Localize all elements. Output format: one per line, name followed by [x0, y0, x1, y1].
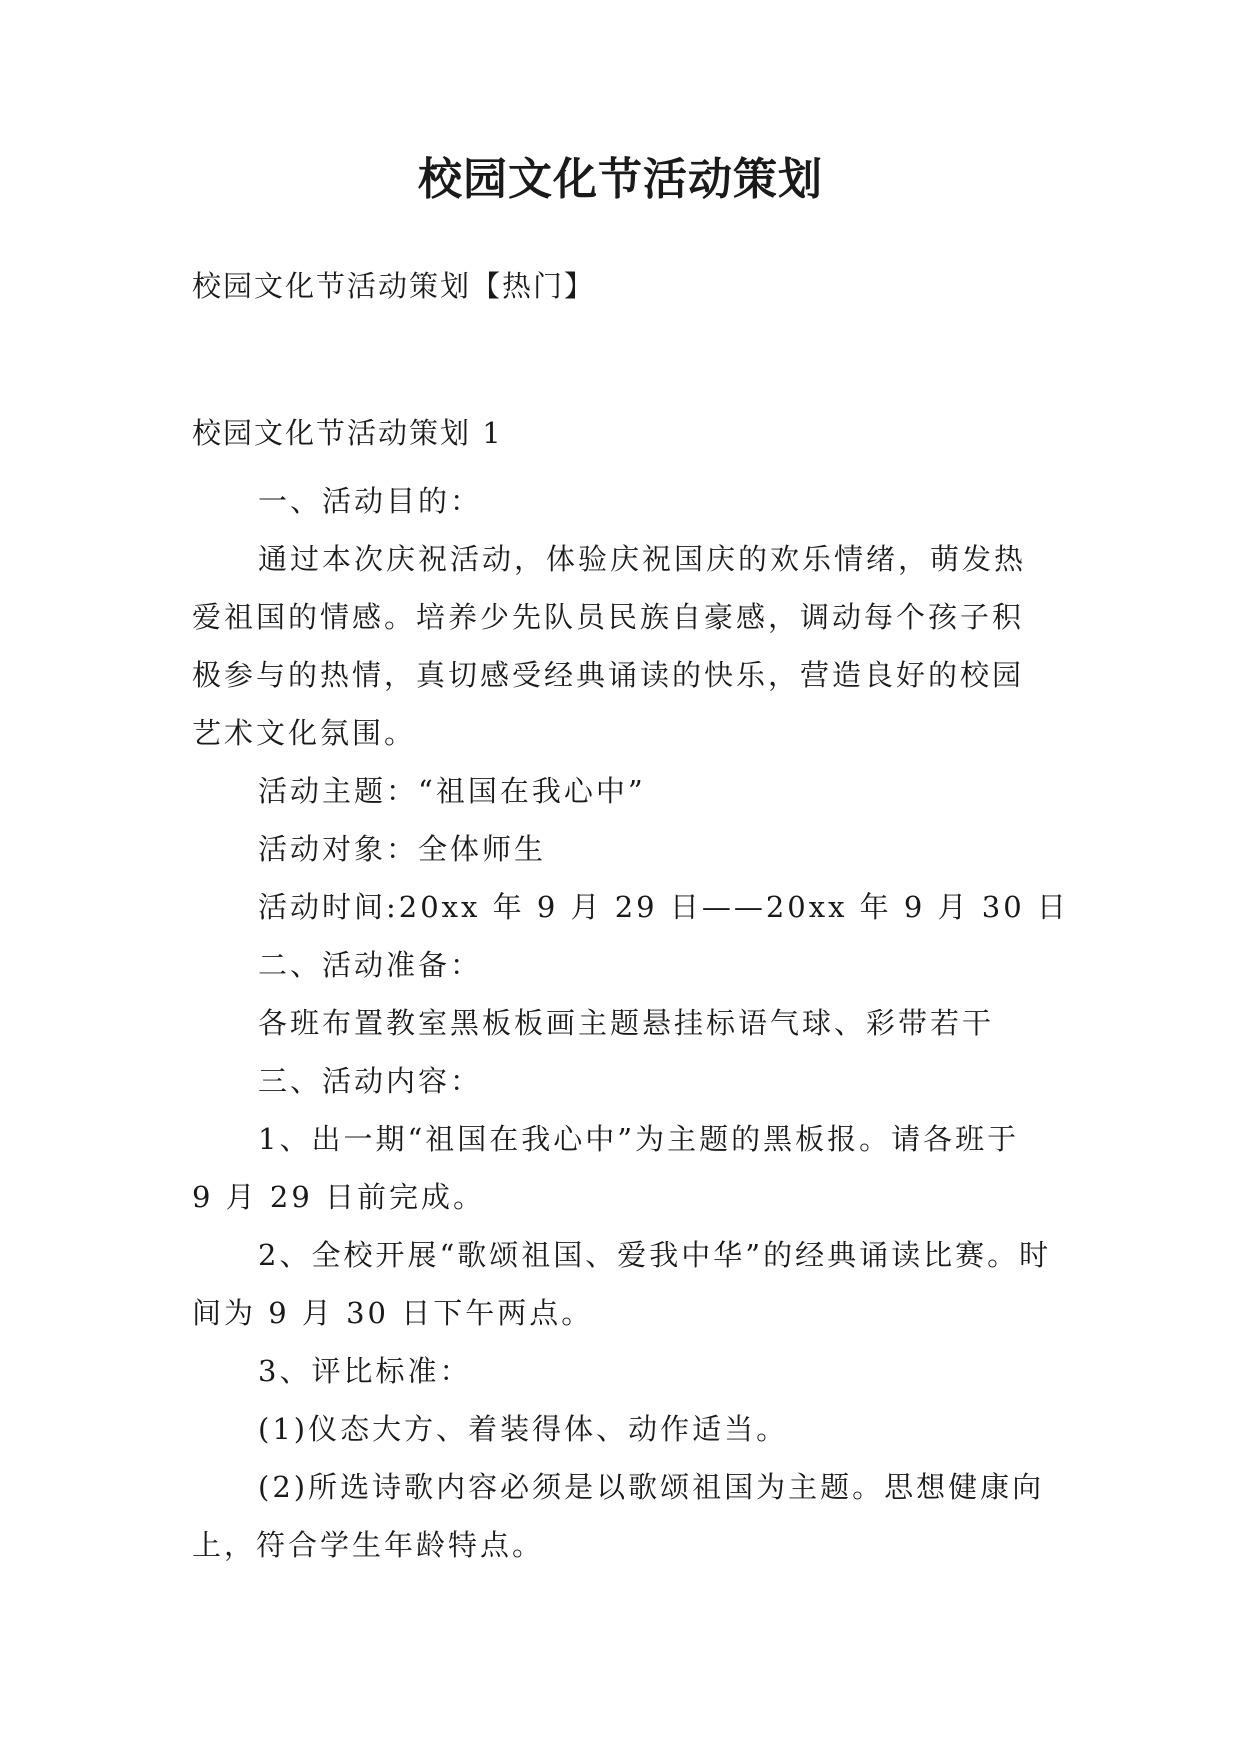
- paragraph-time: 活动时间:20xx 年 9 月 29 日——20xx 年 9 月 30 日: [258, 890, 1069, 924]
- document-body: [192, 472, 1069, 1574]
- paragraph-audience: 活动对象：全体师生: [258, 832, 547, 866]
- paragraph-content-2: 2、全校开展“歌颂祖国、爱我中华”的经典诵读比赛。时间为 9 月 30 日下午两点。: [192, 1238, 1052, 1330]
- paragraph-content-1: 1、出一期“祖国在我心中”为主题的黑板报。请各班于 9 月 29 日前完成。: [192, 1122, 1020, 1214]
- heading-purpose: 一、活动目的：: [258, 484, 483, 518]
- heading-preparation: 二、活动准备：: [258, 948, 483, 982]
- paragraph-criteria-2: (2)所选诗歌内容必须是以歌颂祖国为主题。思想健康向上，符合学生年龄特点。: [192, 1470, 1045, 1562]
- paragraph-theme: 活动主题：“祖国在我心中”: [258, 774, 646, 808]
- section-title: 校园文化节活动策划 1: [192, 416, 503, 450]
- document-subtitle: 校园文化节活动策划【热门】: [192, 269, 596, 303]
- heading-criteria: 3、评比标准：: [258, 1354, 472, 1388]
- paragraph-preparation: 各班布置教室黑板板画主题悬挂标语气球、彩带若干: [258, 1006, 995, 1040]
- heading-content: 三、活动内容：: [258, 1064, 483, 1098]
- paragraph-criteria-1: (1)仪态大方、着装得体、动作适当。: [258, 1412, 789, 1446]
- document-title: 校园文化节活动策划: [418, 154, 823, 205]
- paragraph-purpose: 通过本次庆祝活动，体验庆祝国庆的欢乐情绪，萌发热爱祖国的情感。培养少先队员民族自豪感，调动每个孩子积极参与的热情，真切感受经典诵读的快乐，营造良好的校园艺术文化氛围。: [192, 542, 1027, 750]
